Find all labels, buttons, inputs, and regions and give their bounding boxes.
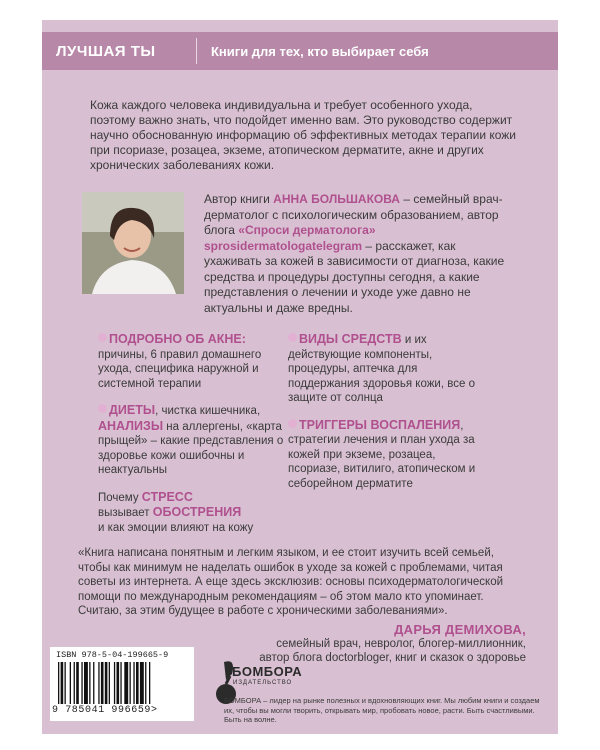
- author-bio-text-1: Автор книги: [204, 192, 274, 206]
- bullet-dot: [288, 333, 297, 342]
- barcode-bar: [117, 662, 120, 704]
- feature-text: действующие компоненты, процедуры, аптечка для поддержания здоровья кожи, все о защите от солнца: [288, 348, 475, 404]
- isbn-barcode: [50, 647, 194, 721]
- barcode-bar: [70, 662, 71, 704]
- series-tagline: Книги для тех, кто выбирает себя: [211, 43, 429, 59]
- barcode-bar: [65, 662, 66, 704]
- feature-text-1: ,: [460, 419, 464, 432]
- feature-text-2: и как эмоции влияют на кожу: [98, 521, 254, 534]
- intro-paragraph: Кожа каждого человека индивидуальна и требует особенного ухода, поэтому важно знать, что подойдет именно вам. Это руководство содержит научно обоснованную информацию об эффективных методах терапии кожи при псориазе, розацеа, экземе, атопическом дерматите, акне и других хронических заболеваниях кожи.: [90, 98, 517, 172]
- author-bio-text-3: – расскажет, как ухаживать за кожей в зависимости от диагноза, какие средства и процедуры доступны сегодня, а какие представления о лечении и уходе уже давно не актуальны и даже вредны.: [204, 238, 505, 315]
- feature-text: , чистка кишечника,: [155, 405, 261, 417]
- barcode-bar: [145, 662, 146, 704]
- features-left-column: [98, 332, 298, 547]
- feature-text: вызывает: [98, 507, 153, 519]
- reviewer-title-1: семейный врач, невролог, блогер-миллионник,: [276, 638, 526, 650]
- barcode-bar: [93, 662, 94, 704]
- author-bio-text-2: – семейный врач-дерматолог с психологическим образованием, автор блога: [204, 192, 503, 237]
- barcode-bar: [61, 662, 64, 704]
- barcode-bar: [81, 662, 82, 704]
- barcode-bar: [74, 662, 75, 704]
- barcode-bar: [133, 662, 134, 704]
- feature-triggers: [288, 418, 478, 492]
- book-back-cover: [42, 20, 558, 734]
- feature-heading-2: ОБОСТРЕНИЯ: [152, 505, 242, 519]
- feature-products: [288, 332, 478, 406]
- barcode-digits: [52, 705, 158, 716]
- testimonial-signature: [259, 623, 526, 665]
- barcode-bar: [114, 662, 115, 704]
- author-blog: «Спроси дерматолога» sprosidermatologatelegram: [204, 223, 376, 253]
- feature-stress: [98, 490, 298, 536]
- barcode-bar: [76, 662, 79, 704]
- features-right-column: [288, 332, 478, 503]
- feature-text-0: Почему: [98, 491, 142, 504]
- series-header: [42, 32, 558, 70]
- series-title: ЛУЧШАЯ ТЫ: [56, 42, 156, 60]
- barcode-bar: [136, 662, 139, 704]
- barcode-bar: [98, 662, 99, 704]
- barcode-bar: [140, 662, 144, 704]
- publisher-description: БОМБОРА – лидер на рынке полезных и вдохновляющих книг. Мы любим книги и создаем их, чтобы вы могли творить, открывать мир, пробовать новое, расти. Быть счастливыми. Быть на волне.: [224, 696, 540, 724]
- isbn-text: ISBN 978-5-04-199665-9: [56, 650, 169, 660]
- feature-heading: СТРЕСС: [141, 489, 193, 504]
- bullet-dot: [98, 333, 107, 342]
- barcode-end-mark: >: [151, 705, 158, 716]
- bullet-dot: [288, 419, 297, 428]
- feature-heading: ДИЕТЫ: [109, 403, 156, 417]
- feature-text: стратегии лечения и план ухода за кожей при экземе, розацеа, псориазе, витилиго, атопическом и себорейном дерматите: [288, 434, 476, 490]
- publisher-name: БОМБОРА: [232, 664, 303, 679]
- feature-heading-2: АНАЛИЗЫ: [98, 418, 164, 433]
- author-photo: [82, 192, 184, 294]
- barcode-bar: [58, 662, 59, 704]
- barcode-bar: [130, 662, 131, 704]
- barcode-bar: [109, 662, 110, 704]
- feature-text: причины, 6 правил домашнего ухода, специфика наружной и системной терапии: [98, 348, 262, 390]
- barcode-bar: [124, 662, 128, 704]
- bullet-dot: [98, 404, 107, 413]
- feature-heading: ТРИГГЕРЫ ВОСПАЛЕНИЯ: [299, 417, 461, 432]
- barcode-bar: [120, 662, 121, 704]
- barcode-bar: [84, 662, 88, 704]
- barcode-bars: [58, 662, 186, 704]
- feature-heading: ПОДРОБНО ОБ АКНЕ:: [109, 332, 246, 346]
- feature-heading: ВИДЫ СРЕДСТВ: [299, 332, 402, 346]
- barcode-bar: [105, 662, 108, 704]
- barcode-digits-text: 9 785041 996659: [52, 705, 152, 716]
- barcode-bar: [101, 662, 104, 704]
- reviewer-name: ДАРЬЯ ДЕМИХОВА,: [394, 622, 526, 637]
- barcode-bar: [89, 662, 90, 704]
- author-name: АННА БОЛЬШАКОВА: [273, 192, 400, 206]
- feature-diets: [98, 403, 298, 478]
- feature-text-2: на аллергены, «карта прыщей» – какие представления о здоровье кожи ошибочны и неактуальны: [98, 420, 284, 476]
- publisher-subtitle: ИЗДАТЕЛЬСТВО: [233, 680, 293, 686]
- feature-text-1: и их: [401, 334, 427, 346]
- barcode-bar: [149, 662, 150, 704]
- reviewer-title-2: автор блога doctorbloger, книг и сказок о здоровье: [259, 652, 526, 664]
- author-bio: [204, 192, 516, 316]
- feature-acne: [98, 332, 298, 391]
- testimonial-quote: «Книга написана понятным и легким языком, и ее стоит изучить всей семьей, чтобы как минимум не наделать ошибок в уходе за кожей с проблемами, читая советы из интернета. А еще здесь эксклюзив: основы психодерматологической помощи по международным рекомендациям – об этом мало кто упоминает. Считаю, за этим будущее в работе с хроническими заболеваниями».: [78, 547, 504, 617]
